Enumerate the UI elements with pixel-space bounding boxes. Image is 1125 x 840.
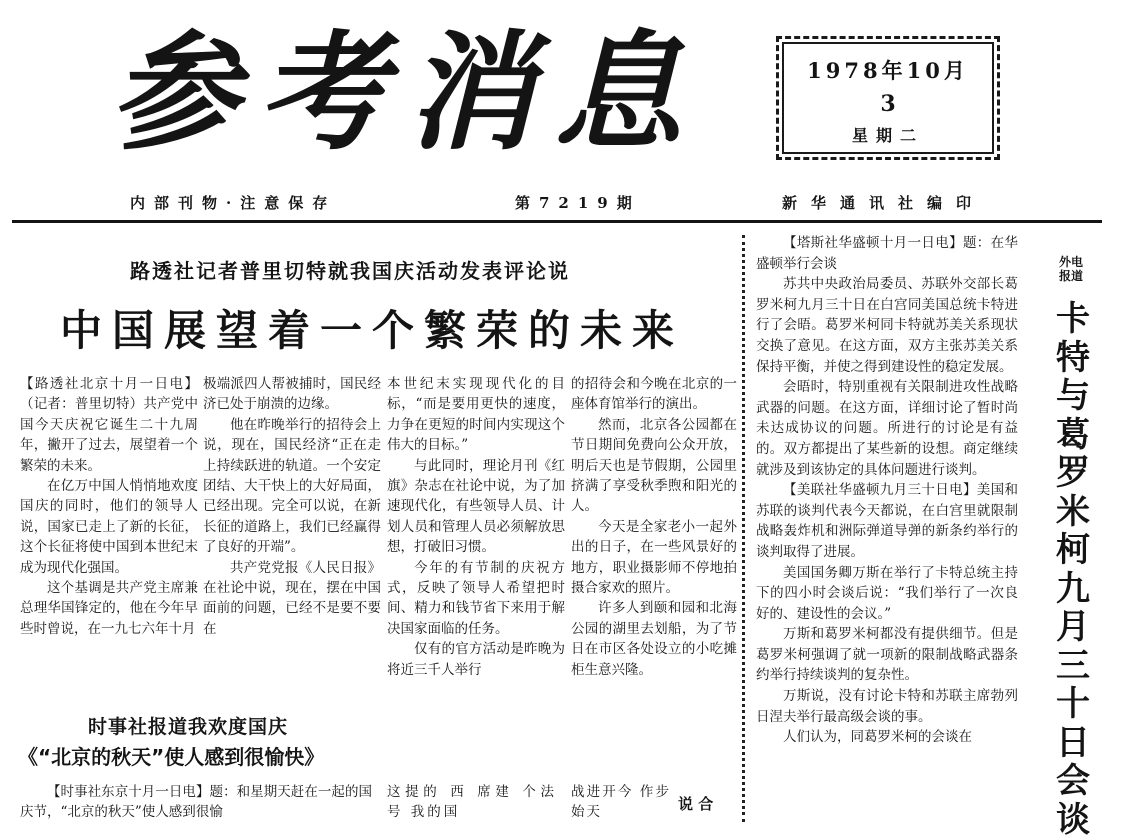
paragraph: 【塔斯社华盛顿十月一日电】题：在华盛顿举行会谈 xyxy=(756,235,1018,272)
paragraph: 这个基调是共产党主席兼总理华国锋定的，他在今年早些时曾说，在一九七六年十月 xyxy=(20,580,198,637)
paragraph: 苏共中央政治局委员、苏联外交部长葛罗米柯九月三十日在白宫同美国总统卡特进行了会晤。葛罗米柯同卡特就苏美关系现状交换了意见。在这方面，双方主张苏美关系保持平衡，并使之得到建设性的稳定发展。 xyxy=(756,276,1018,375)
article-column-3 xyxy=(387,374,565,764)
paragraph: 人们认为，同葛罗米柯的会谈在 xyxy=(783,729,972,746)
date-box xyxy=(776,36,1000,160)
date-weekday: 星期二 xyxy=(851,126,924,145)
paragraph: 今天是全家老小一起外出的日子，在一些风景好的地方，职业摄影师不停地拍摄合家欢的照片。 xyxy=(571,518,737,597)
internal-notice: 内部刊物·注意保存 xyxy=(130,194,337,212)
paragraph: 极端派四人帮被捕时，国民经济已处于崩溃的边缘。 xyxy=(203,376,381,413)
paragraph: 今年的有节制的庆祝方式，反映了领导人希望把时间、精力和钱节省下来用于解决国家面临的任务。 xyxy=(387,559,565,637)
article-column-4 xyxy=(571,374,737,764)
paragraph: 万斯说，没有讨论卡特和苏联主席勃列日涅夫举行最高级会谈的事。 xyxy=(756,688,1018,725)
paragraph: 然而，北京各公园都在节日期间免费向公众开放，明后天也是节假期，公园里挤满了享受秋季煦和阳光的人。 xyxy=(571,416,737,515)
paragraph: 【时事社东京十月一日电】题：和星期天赶在一起的国庆节，“北京的秋天”使人感到很愉 xyxy=(20,784,372,821)
paragraph: 许多人到颐和园和北海公园的湖里去划船，为了节日在市区各处设立的小吃摊柜生意兴隆。 xyxy=(571,600,737,678)
masthead-title: 参考消息 xyxy=(110,18,703,168)
paragraph: 的招待会和今晚在北京的一座体育馆举行的演出。 xyxy=(571,376,737,413)
paragraph: 这提的 西 席建 个法号 我的国 xyxy=(387,784,557,821)
issue-number: 第7219期 xyxy=(515,194,641,212)
right-article xyxy=(756,233,1018,822)
main-headline: 中国展望着一个繁荣的未来 xyxy=(60,306,685,355)
second-kicker: 时事社报道我欢度国庆 xyxy=(88,716,289,738)
paragraph: 会晤时，特别重视有关限制进攻性战略武器的问题。在这方面，详细讨论了暂时尚未达成协议的问题。所进行的讨论是有益的。双方都提出了某些新的设想。商定继续就涉及到该协定的具体问题进行谈判。 xyxy=(756,379,1018,478)
paragraph: 战进开今 作步始天 xyxy=(571,784,671,821)
paragraph: 他在昨晚举行的招待会上说，现在，国民经济“正在走上持续跃进的轨道。一个安定团结、大干快上的大好局面，已经出现。完全可以说，在新长征的道路上，我们已经赢得了良好的开端”。 xyxy=(203,416,381,556)
column-divider xyxy=(742,235,745,822)
side-headline: 卡特与葛罗米柯九月三十日会谈 xyxy=(1056,299,1090,840)
main-kicker: 路透社记者普里切特就我国庆活动发表评论说 xyxy=(130,259,570,283)
paragraph: 【路透社北京十月一日电】（记者：普里切特）共产党中国今天庆祝它诞生二十九周年，撇开了过去，展望着一个繁荣的未来。 xyxy=(20,376,198,474)
publisher-line: 新华通讯社编印 xyxy=(782,194,986,212)
paragraph: 美国国务卿万斯在举行了卡特总统主持下的四小时会谈后说：“我们举行了一次良好的、建设性的会议。” xyxy=(756,564,1018,622)
masthead-rule xyxy=(12,220,1102,223)
second-fragment-a xyxy=(387,782,557,822)
bottom-colon-mark: 说 合 xyxy=(678,795,714,813)
second-lead xyxy=(20,782,372,822)
paragraph: 仅有的官方活动是昨晚为将近三千人举行 xyxy=(387,641,565,678)
article-column-1 xyxy=(20,374,198,704)
article-column-2 xyxy=(203,374,381,704)
date-year-month: 1978年10月 xyxy=(807,58,969,83)
second-fragment-b xyxy=(571,782,671,822)
paragraph: 本世纪末实现现代化的目标，“而是要用更快的速度，力争在更短的时间内实现这个伟大的目标。” xyxy=(387,376,565,454)
paragraph: 共产党党报《人民日报》在社论中说，现在，摆在中国面前的问题，已经不是要不要在 xyxy=(203,559,381,637)
paragraph: 在亿万中国人悄悄地欢度国庆的同时，他们的领导人说，国家已走上了新的长征，这个长征将使中国到本世纪末成为现代化强国。 xyxy=(20,478,198,576)
date-day: 3 xyxy=(880,91,896,117)
paragraph: 【美联社华盛顿九月三十日电】美国和苏联的谈判代表今天都说，在白宫里就限制战略轰炸机和洲际弹道导弹的新条约举行的谈判取得了进展。 xyxy=(756,482,1018,560)
paragraph: 万斯和葛罗米柯都没有提供细节。但是葛罗米柯强调了就一项新的限制战略武器条约举行持续谈判的复杂性。 xyxy=(756,626,1018,684)
side-section-label: 外电报道 xyxy=(1058,255,1083,283)
paragraph: 与此同时，理论月刊《红旗》杂志在社论中说，为了加速现代化，有些领导人员、计划人员和管理人员必须解放思想，打破旧习惯。 xyxy=(387,457,565,556)
second-headline: 《“北京的秋天”使人感到很愉快》 xyxy=(18,745,325,769)
